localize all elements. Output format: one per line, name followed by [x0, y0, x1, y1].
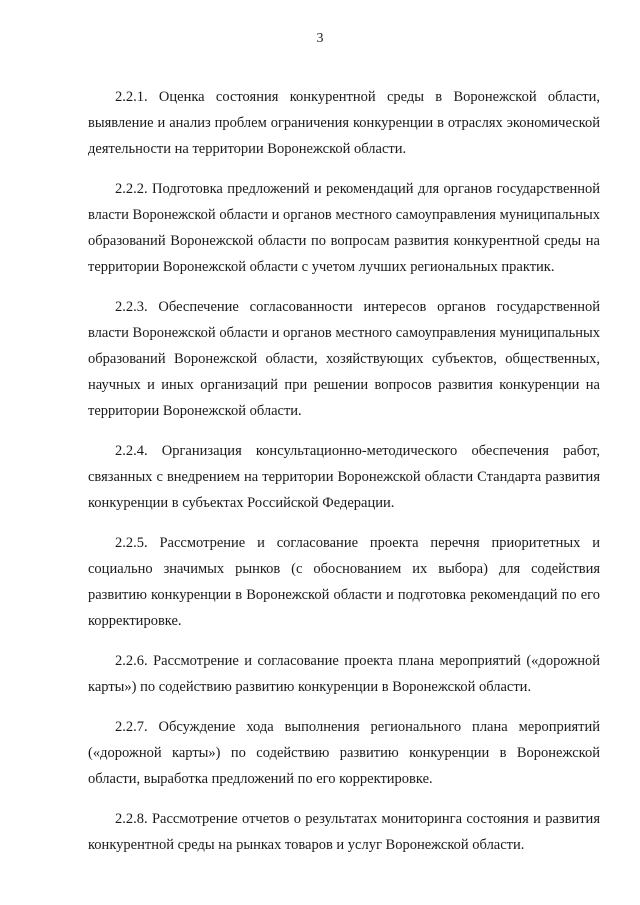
document-body	[88, 84, 600, 872]
paragraph-2-2-1: 2.2.1. Оценка состояния конкурентной среды в Воронежской области, выявление и анализ проблем ограничения конкуренции в отраслях экономической деятельности на территории Воронежской области.	[88, 89, 600, 157]
paragraph-2-2-8: 2.2.8. Рассмотрение отчетов о результатах мониторинга состояния и развития конкурентной среды на рынках товаров и услуг Воронежской области.	[88, 811, 600, 853]
paragraph-2-2-6: 2.2.6. Рассмотрение и согласование проекта плана мероприятий («дорожной карты») по содействию развитию конкуренции в Воронежской области.	[88, 653, 600, 695]
paragraph-2-2-4: 2.2.4. Организация консультационно-методического обеспечения работ, связанных с внедрением на территории Воронежской области Стандарта развития конкуренции в субъектах Российской Федерации.	[88, 443, 600, 511]
paragraph-2-2-7: 2.2.7. Обсуждение хода выполнения регионального плана мероприятий («дорожной карты») по содействию развитию конкуренции в Воронежской области, выработка предложений по его корректировке.	[88, 719, 600, 787]
paragraph-2-2-3: 2.2.3. Обеспечение согласованности интересов органов государственной власти Воронежской области и органов местного самоуправления муниципальных образований Воронежской области, хозяйствующих субъектов, общественных, научных и иных организаций при решении вопросов развития конкуренции на территории Воронежской области.	[88, 299, 600, 419]
page-number: 3	[316, 31, 324, 46]
paragraph-2-2-5: 2.2.5. Рассмотрение и согласование проекта перечня приоритетных и социально значимых рынков (с обоснованием их выбора) для содействия развитию конкуренции в Воронежской области и подготовка рекомендаций по его корректировке.	[88, 535, 600, 629]
paragraph-2-2-2: 2.2.2. Подготовка предложений и рекомендаций для органов государственной власти Воронежской области и органов местного самоуправления муниципальных образований Воронежской области по вопросам развития конкурентной среды на территории Воронежской области с учетом лучших региональных практик.	[88, 181, 600, 275]
